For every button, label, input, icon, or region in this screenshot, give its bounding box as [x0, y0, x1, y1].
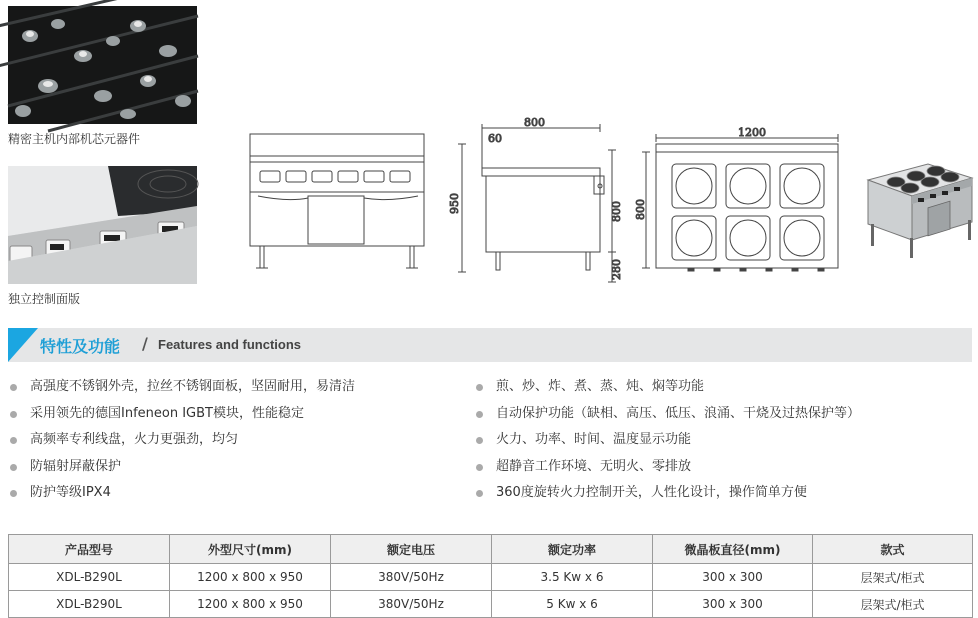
front-view-drawing — [248, 132, 428, 274]
cell-model: XDL-B290L — [9, 564, 170, 591]
feature-text: 高强度不锈钢外壳，拉丝不锈钢面板，坚固耐用，易清洁 — [30, 379, 356, 394]
bullet-icon — [10, 490, 17, 497]
feature-item — [10, 480, 480, 507]
components-photo — [8, 6, 197, 124]
cell-style: 层架式/柜式 — [813, 591, 973, 618]
components-caption: 精密主机内部机芯元器件 — [8, 132, 141, 146]
feature-item — [10, 454, 480, 481]
table-row — [9, 591, 973, 618]
side-leg-label: 280 — [610, 259, 623, 280]
header-power: 额定功率 — [492, 535, 653, 564]
feature-item — [10, 401, 480, 428]
cell-dimensions: 1200 x 800 x 950 — [170, 591, 331, 618]
top-width-label: 1200 — [738, 126, 766, 139]
bullet-icon — [476, 437, 483, 444]
cell-power: 5 Kw x 6 — [492, 591, 653, 618]
feature-item — [476, 374, 971, 401]
cell-voltage: 380V/50Hz — [331, 591, 492, 618]
top-view-drawing — [634, 124, 840, 274]
bullet-icon — [10, 464, 17, 471]
feature-text: 防辐射屏蔽保护 — [30, 458, 122, 474]
features-list-left — [10, 374, 480, 507]
bullet-icon — [476, 490, 483, 497]
feature-text: 高频率专利线盘，火力更强劲，均匀 — [30, 432, 239, 447]
product-3d-render — [862, 150, 974, 260]
header-voltage: 额定电压 — [331, 535, 492, 564]
cell-dimensions: 1200 x 800 x 950 — [170, 564, 331, 591]
bullet-icon — [10, 411, 17, 418]
table-header-row — [9, 535, 973, 564]
feature-item — [476, 454, 971, 481]
bullet-icon — [476, 464, 483, 471]
cell-power: 3.5 Kw x 6 — [492, 564, 653, 591]
feature-text: 火力、功率、时间、温度显示功能 — [496, 432, 692, 447]
side-width-label: 800 — [524, 116, 545, 129]
side-view-drawing — [448, 114, 627, 284]
bullet-icon — [10, 437, 17, 444]
feature-text: 360度旋转火力控制开关，人性化设计，操作简单方便 — [496, 485, 807, 500]
section-title-separator: / — [142, 334, 148, 353]
bullet-icon — [476, 411, 483, 418]
cell-plate-diameter: 300 x 300 — [653, 591, 813, 618]
table-row — [9, 564, 973, 591]
side-depth-label: 800 — [610, 201, 623, 222]
spec-table — [8, 534, 973, 618]
section-title-cn: 特性及功能 — [40, 337, 121, 356]
feature-item — [476, 480, 971, 507]
features-section-banner — [8, 328, 972, 362]
feature-text: 采用领先的德国Infeneon IGBT模块，性能稳定 — [30, 405, 304, 421]
top-depth-label: 800 — [634, 199, 647, 220]
header-plate-diameter: 微晶板直径(mm) — [653, 535, 813, 564]
features-list-right — [476, 374, 971, 507]
bullet-icon — [10, 384, 17, 391]
control-panel-photo — [8, 166, 197, 284]
feature-item — [476, 401, 971, 428]
cell-model: XDL-B290L — [9, 591, 170, 618]
banner-accent-triangle — [8, 328, 38, 362]
feature-item — [10, 374, 480, 401]
feature-item — [10, 427, 480, 454]
bullet-icon — [476, 384, 483, 391]
control-panel-caption: 独立控制面版 — [8, 292, 81, 306]
feature-text: 自动保护功能（缺相、高压、低压、浪涌、干烧及过热保护等） — [496, 405, 861, 421]
header-dimensions: 外型尺寸(mm) — [170, 535, 331, 564]
feature-text: 煎、炒、炸、煮、蒸、炖、焖等功能 — [496, 379, 705, 394]
section-title-en: Features and functions — [158, 337, 302, 352]
header-style: 款式 — [813, 535, 973, 564]
feature-item — [476, 427, 971, 454]
cell-voltage: 380V/50Hz — [331, 564, 492, 591]
side-top-label: 60 — [488, 132, 502, 145]
cell-plate-diameter: 300 x 300 — [653, 564, 813, 591]
header-model: 产品型号 — [9, 535, 170, 564]
feature-text: 防护等级IPX4 — [30, 485, 111, 500]
cell-style: 层架式/柜式 — [813, 564, 973, 591]
feature-text: 超静音工作环境、无明火、零排放 — [496, 458, 692, 474]
side-height-label: 950 — [448, 193, 461, 214]
